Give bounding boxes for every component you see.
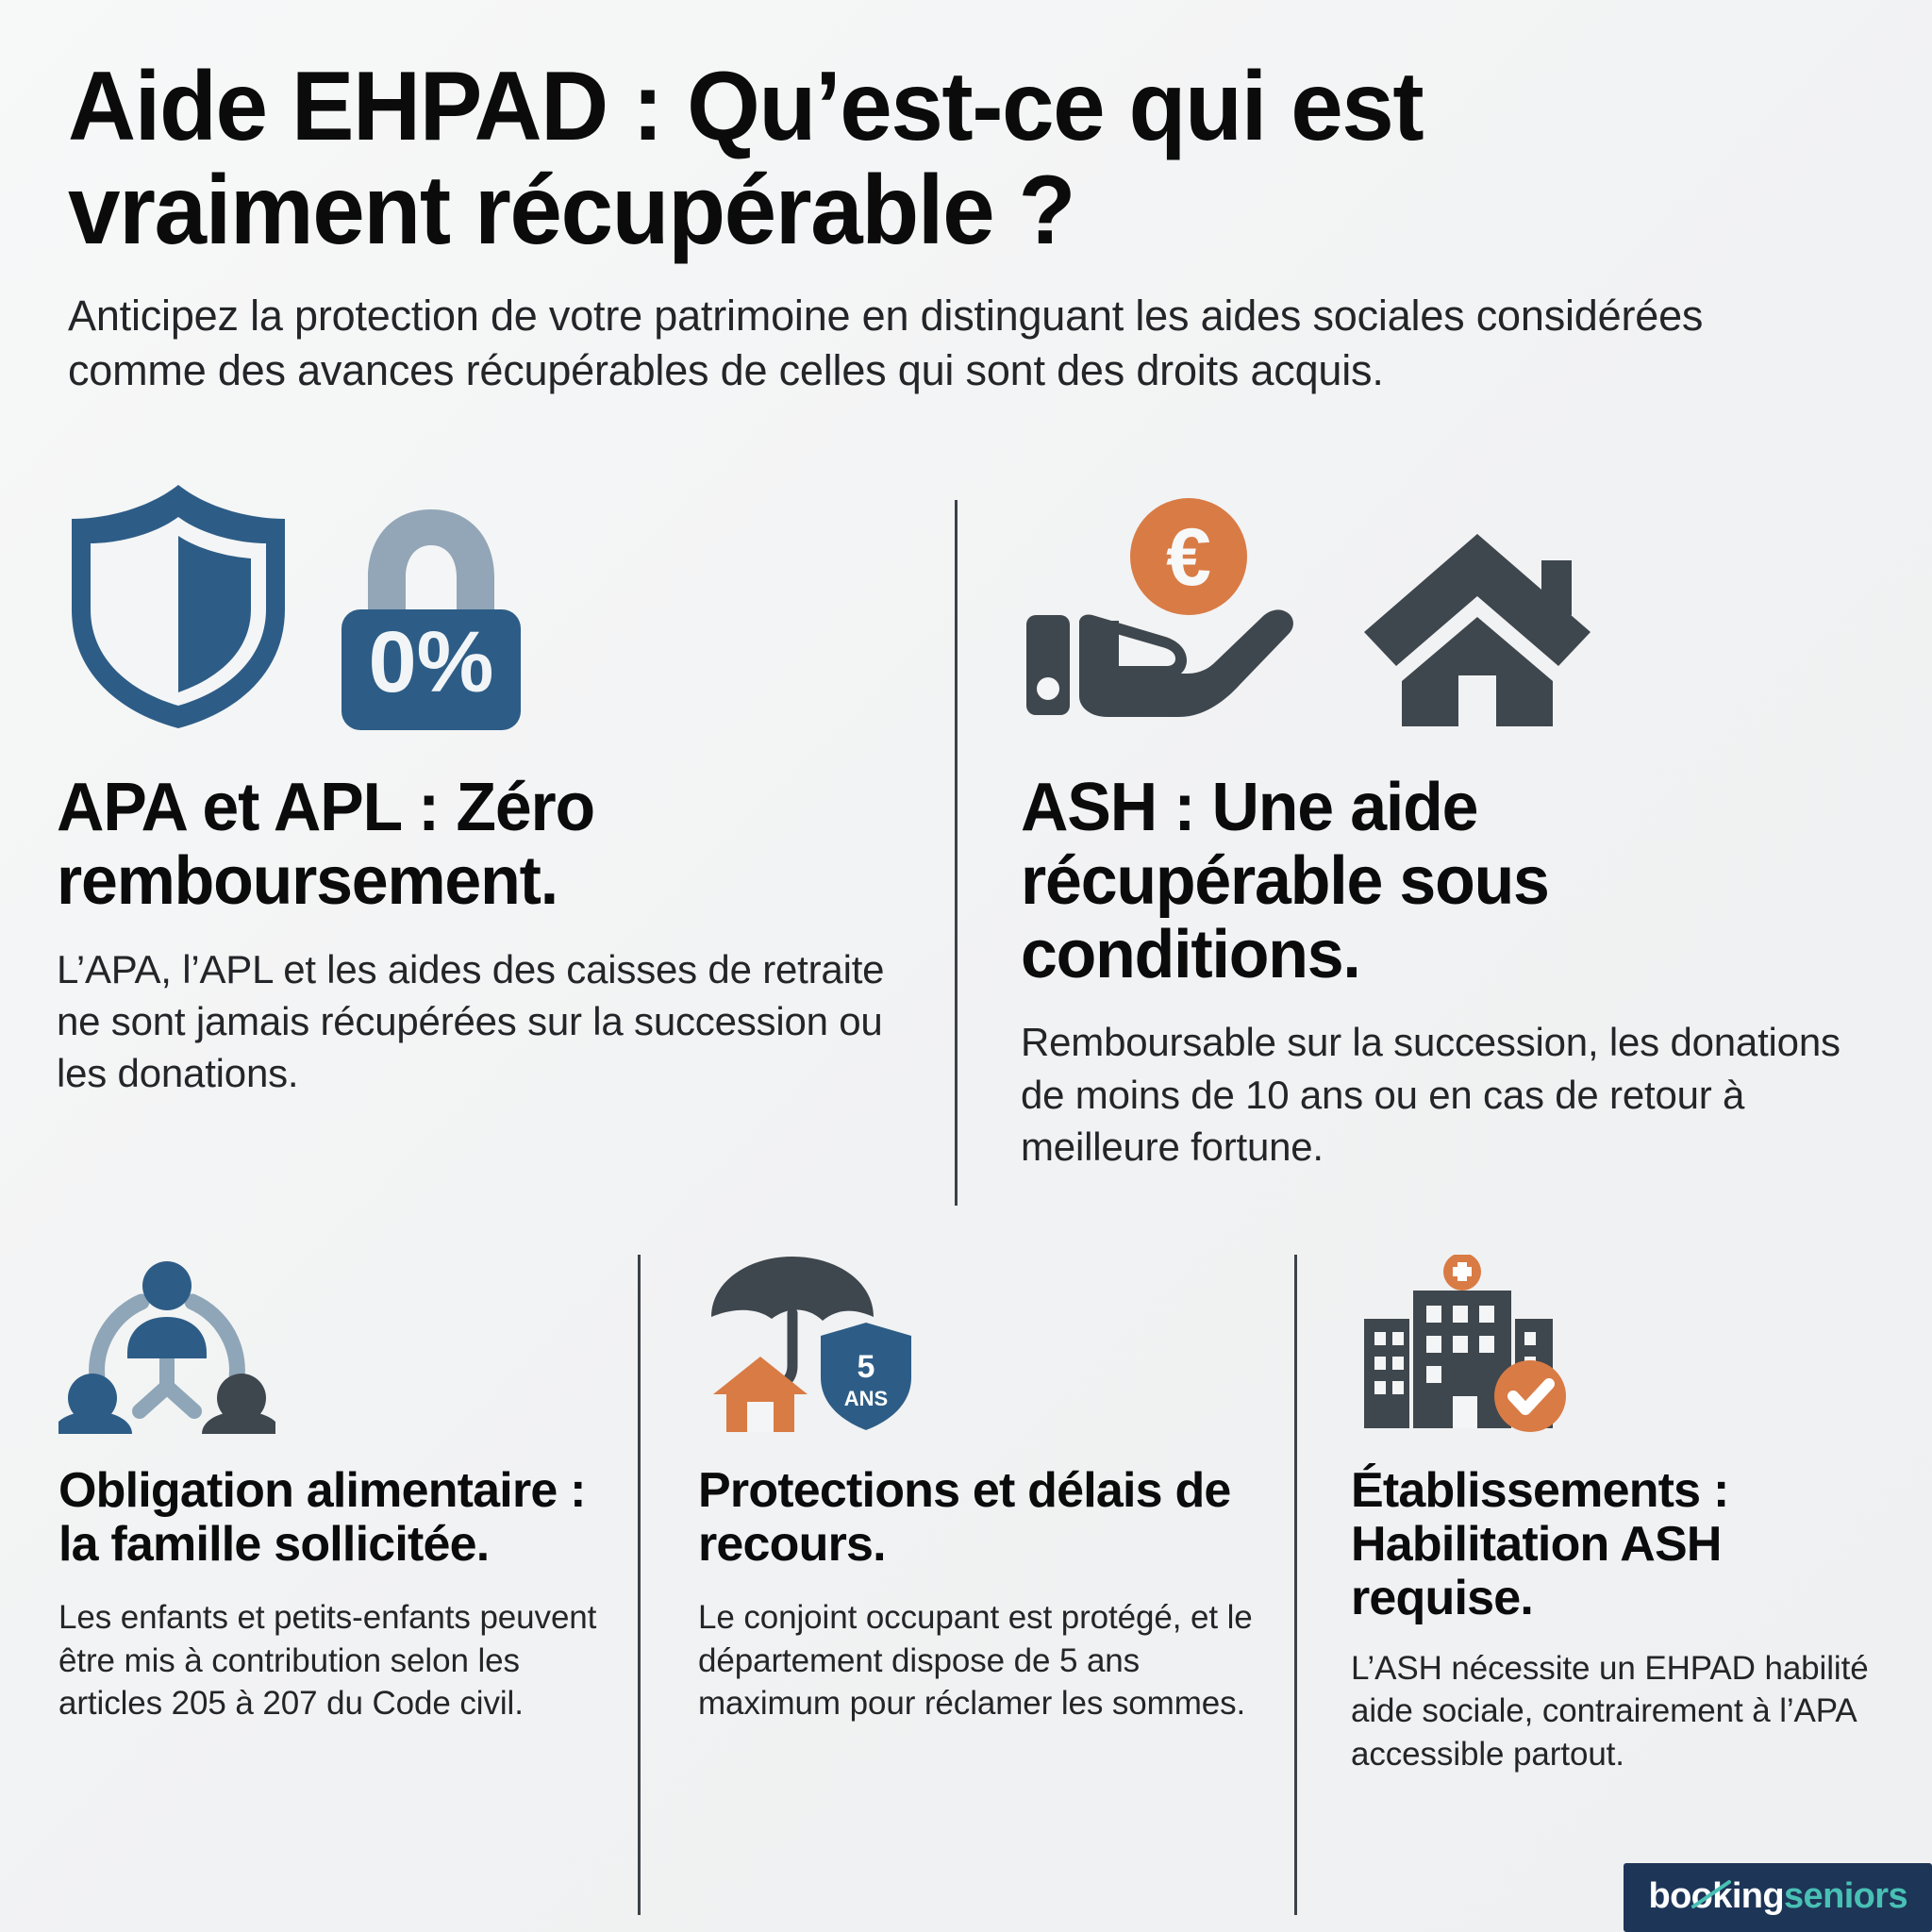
card-apa-apl-heading: APA et APL : Zéro remboursement. [57,770,595,919]
card-protections-icon-wrap [698,1255,1264,1434]
header [68,52,1860,398]
card-ash-body: Remboursable sur la succession, les donations de moins de 10 ans ou en cas de retour à meilleure fortune. [1021,1020,1840,1170]
card-obligation-heading: Obligation alimentaire : la famille sollicitée. [58,1463,586,1573]
card-etablissements-heading: Établissements : Habilitation ASH requise. [1351,1463,1729,1626]
family-network-icon [58,1255,275,1434]
card-etablissements-ash [1351,1255,1889,1775]
card-apa-apl-icons [57,491,924,734]
shield-icon [57,477,300,734]
page-title: Aide EHPAD : Qu’est-ce qui est vraiment récupérable ? [68,52,1424,266]
card-protections-body: Le conjoint occupant est protégé, et le département dispose de 5 ans maximum pour réclamer les sommes. [698,1599,1253,1723]
top-card-row [0,491,1932,1236]
hospital-building-check-icon [1351,1255,1568,1434]
padlock-zero-percent-icon [328,498,534,734]
card-protections-heading: Protections et délais de recours. [698,1463,1231,1573]
card-ash [1021,491,1870,1174]
card-obligation-icon-wrap [58,1255,615,1434]
card-ash-icons [1021,491,1870,734]
card-etablissements-body: L’ASH nécessite un EHPAD habilité aide sociale, contrairement à l’APA accessible partout. [1351,1649,1869,1773]
card-ash-heading: ASH : Une aide récupérable sous conditions. [1021,770,1549,992]
padlock-badge-label: 0% [368,614,494,710]
bottom-card-row [0,1255,1932,1915]
logo-text [1648,1876,1907,1917]
umbrella-house-shield-icon [698,1255,934,1434]
logo-text-seniors: seniors [1784,1876,1907,1916]
logo-text-booking: booking [1648,1876,1785,1916]
house-icon [1357,526,1598,734]
badge-years-number: 5 [857,1349,875,1385]
badge-years-unit: ANS [843,1387,889,1410]
bookingseniors-logo[interactable] [1624,1863,1932,1932]
card-apa-apl-body: L’APA, l’APL et les aides des caisses de retraite ne sont jamais récupérées sur la succession ou les donations. [57,946,885,1096]
card-obligation-alimentaire [58,1255,615,1725]
page-subtitle: Anticipez la protection de votre patrimoine en distinguant les aides sociales considérées comme des avances récupérables de celles qui sont des droits acquis. [68,291,1704,395]
card-etablissements-icon-wrap [1351,1255,1889,1434]
card-obligation-body: Les enfants et petits-enfants peuvent être mis à contribution selon les articles 205 à 207 du Code civil. [58,1599,597,1723]
card-protections-delais [698,1255,1264,1725]
euro-symbol: € [1166,512,1211,603]
hand-with-euro-coin-icon [1021,498,1332,734]
card-apa-apl [57,491,924,1100]
